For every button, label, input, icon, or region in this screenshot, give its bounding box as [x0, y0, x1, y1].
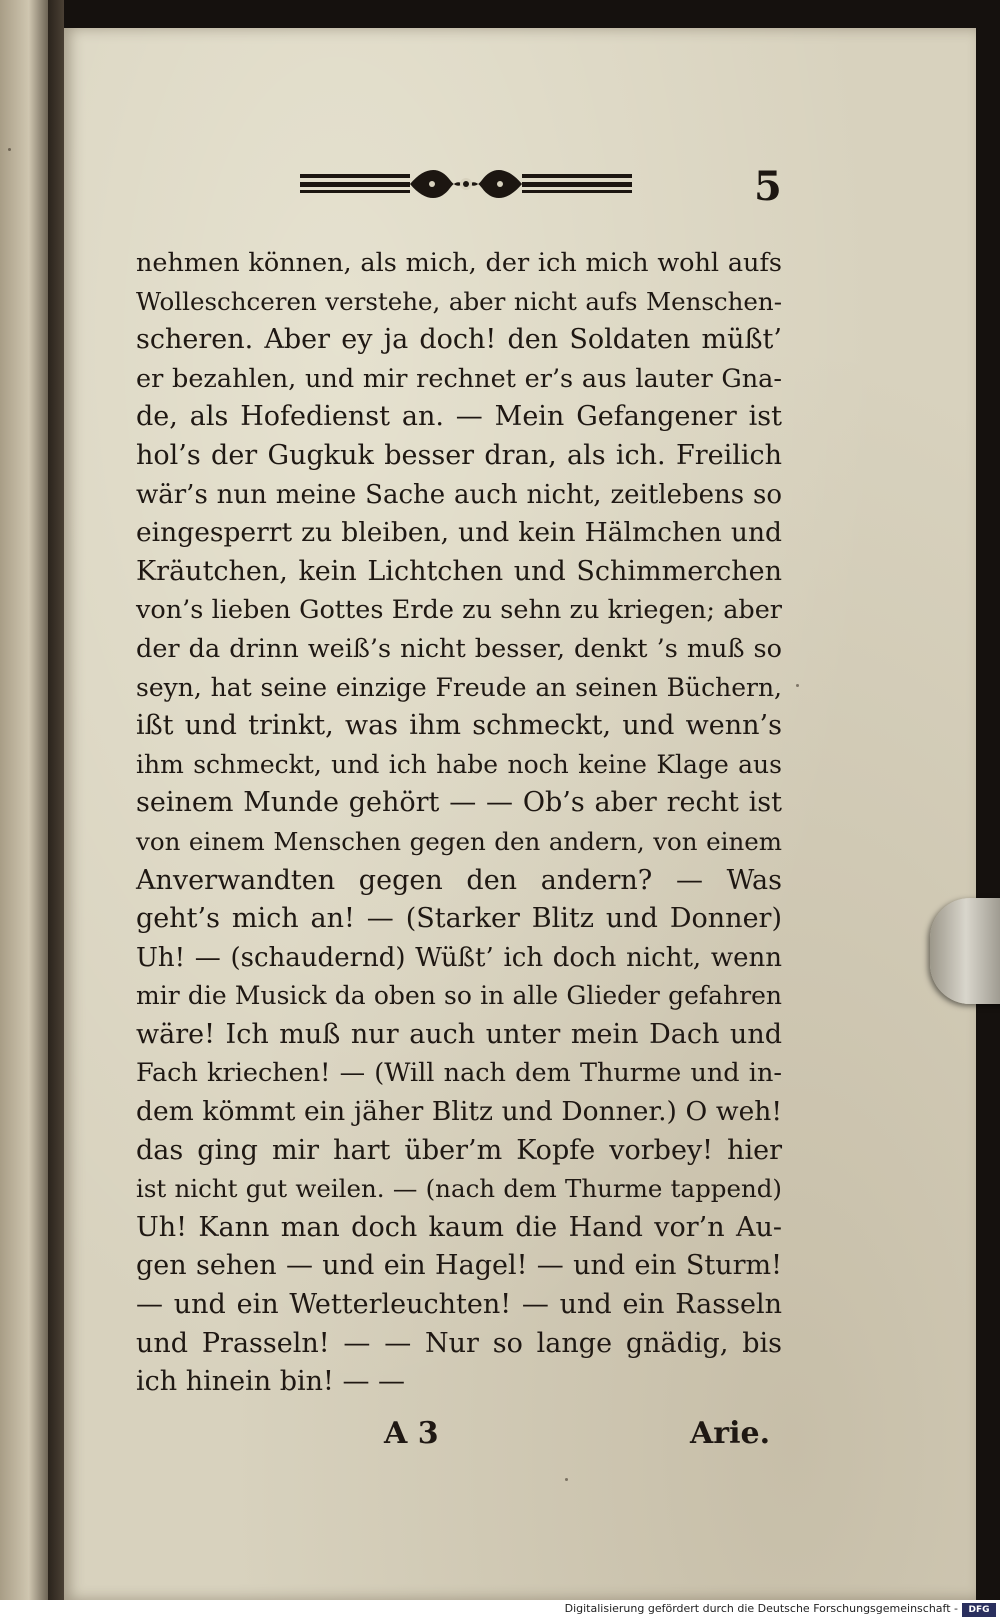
text-line: er bezahlen, und mir rechnet er’s aus lauter Gna- — [136, 363, 782, 394]
text-line: mir die Musick da oben so in alle Glieder gefahren — [136, 981, 782, 1011]
text-line: geht’s mich an! — (Starker Blitz und Donner) — [136, 903, 782, 935]
text-line: ich hinein bin! — — — [136, 1366, 406, 1398]
text-line: von einem Menschen gegen den andern, von einem — [136, 826, 782, 856]
text-line: seyn, hat seine einzige Freude an seinen Büchern, — [136, 672, 782, 702]
text-line: ißt und trinkt, was ihm schmeckt, und wenn’s — [136, 710, 782, 742]
text-line: scheren. Aber ey ja doch! den Soldaten müßt’ — [136, 324, 782, 356]
text-line: wäre! Ich muß nur auch unter mein Dach und — [136, 1018, 782, 1050]
paper-speck — [8, 148, 11, 151]
text-line: ihm schmeckt, und ich habe noch keine Klage aus — [136, 749, 782, 779]
text-line: de, als Hofedienst an. — Mein Gefangener ist — [136, 401, 782, 433]
page-number: 5 — [754, 163, 782, 210]
text-line: und Prasseln! — — Nur so lange gnädig, bis — [136, 1327, 782, 1359]
text-line: seinem Munde gehört — — Ob’s aber recht ist — [136, 787, 782, 819]
text-line: Anverwandten gegen den andern? — Was — [136, 864, 782, 896]
digitization-credit: Digitalisierung gefördert durch die Deutsche Forschungsgemeinschaft - — [564, 1602, 958, 1615]
text-line: eingesperrt zu bleiben, und kein Hälmchen und — [136, 517, 782, 549]
body-text — [136, 244, 782, 1402]
text-line: Uh! Kann man doch kaum die Hand vor’n Au- — [136, 1211, 782, 1243]
text-line: Uh! — (schaudernd) Wüßt’ ich doch nicht, wenn — [136, 942, 782, 973]
paper-speck — [796, 684, 799, 687]
text-line: dem kömmt ein jäher Blitz und Donner.) O weh! — [136, 1096, 782, 1128]
text-line: von’s lieben Gottes Erde zu sehn zu kriegen; aber — [136, 595, 782, 626]
text-line: der da drinn weiß’s nicht besser, denkt ’s muß so — [136, 633, 782, 664]
text-line: ist nicht gut weilen. — (nach dem Thurme tappend) — [136, 1174, 782, 1204]
text-line: hol’s der Gugkuk besser dran, als ich. Freilich — [136, 439, 782, 471]
text-line: das ging mir hart über’m Kopfe vorbey! hier — [136, 1134, 782, 1166]
paper-speck — [565, 1478, 568, 1481]
text-line: — und ein Wetterleuchten! — und ein Rasseln — [136, 1289, 782, 1321]
text-line: Kräutchen, kein Lichtchen und Schimmerchen — [136, 555, 782, 587]
page-clip — [930, 898, 1000, 1004]
facing-page-edge — [0, 0, 48, 1600]
text-line: Fach kriechen! — (Will nach dem Thurme und in- — [136, 1058, 782, 1089]
signature-mark: A 3 — [384, 1416, 439, 1451]
header-ornament — [300, 160, 632, 206]
catchword: Arie. — [690, 1416, 771, 1451]
text-line: wär’s nun meine Sache auch nicht, zeitlebens so — [136, 479, 782, 510]
book-gutter — [48, 0, 64, 1600]
dfg-logo: DFG — [962, 1603, 996, 1617]
text-line: gen sehen — und ein Hagel! — und ein Sturm! — [136, 1250, 782, 1282]
text-line: Wolleschceren verstehe, aber nicht aufs Menschen- — [136, 286, 782, 316]
text-line: nehmen können, als mich, der ich mich wohl aufs — [136, 248, 782, 278]
